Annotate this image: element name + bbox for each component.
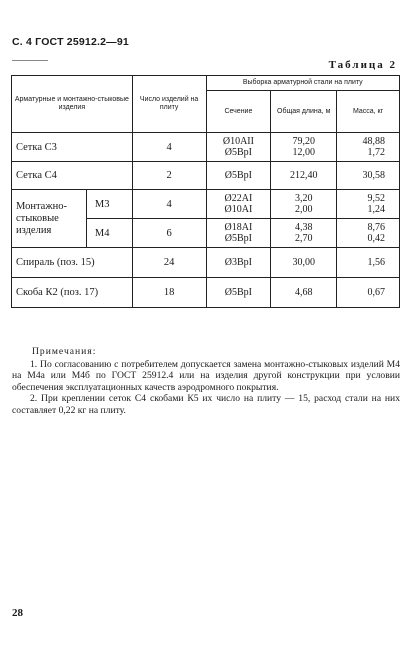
table-row [12,278,400,308]
item-lengths [271,133,337,162]
table-row [12,190,400,219]
item-count: 2 [132,162,206,190]
notes-title: Примечания: [32,346,97,357]
length-value: 2,70 [294,233,313,244]
section-value: Ø3BpI [206,248,271,278]
section-value: Ø22AI [224,193,253,204]
table-row [12,133,400,162]
item-sections [206,219,271,248]
item-sections [206,190,271,219]
item-name: Спираль (поз. 15) [12,248,133,278]
note-item: 1. По согласованию с потребителем допускается замена монтажно-стыковых изделий М4 на М4а или М4б по ГОСТ 25912.4 или на изделия другой конструкции при условии обеспечения эксплуатационных качеств аэродромного покрытия. [12,358,400,393]
mass-value: 8,76 [367,222,385,233]
item-lengths [271,190,337,219]
table-caption: Таблица 2 [328,59,397,71]
item-name: Скоба К2 (поз. 17) [12,278,133,308]
mass-value: 48,88 [362,136,385,147]
mass-value: 1,56 [337,248,400,278]
item-name: М4 [86,219,132,248]
length-value: 79,20 [292,136,315,147]
mass-value: 0,42 [367,233,385,244]
col-header-length: Общая длина, м [271,91,337,133]
item-masses [337,219,400,248]
mass-value: 1,24 [367,204,385,215]
group-name: Монтажно-стыковые изделия [12,190,87,248]
length-value: 3,20 [294,193,313,204]
item-count: 4 [132,190,206,219]
col-header-count: Число изделий на плиту [132,76,206,133]
page-header: С. 4 ГОСТ 25912.2—91 [12,36,129,48]
item-sections [206,133,271,162]
table-row [12,248,400,278]
section-value: Ø10AI [224,204,253,215]
col-header-group: Выборка арматурной стали на плиту [206,76,400,91]
item-count: 18 [132,278,206,308]
steel-table [11,75,400,308]
item-masses [337,190,400,219]
section-value: Ø18AI [224,222,253,233]
item-masses [337,133,400,162]
mass-value: 9,52 [367,193,385,204]
col-header-item: Арматурные и монтажно-стыковые изделия [12,76,133,133]
col-header-mass: Масса, кг [337,91,400,133]
col-header-section: Сечение [206,91,271,133]
length-value: 30,00 [271,248,337,278]
section-value: Ø5BpI [224,233,253,244]
item-count: 24 [132,248,206,278]
section-value: Ø5BpI [206,162,271,190]
header-rule [12,60,48,61]
notes-block [12,346,400,416]
section-value: Ø10AII [222,136,254,147]
item-name: Сетка С3 [12,133,133,162]
page-number: 28 [12,607,23,619]
length-value: 2,00 [294,204,313,215]
section-value: Ø5BpI [224,147,253,158]
note-item: 2. При креплении сеток С4 скобами К5 их число на плиту — 15, расход стали на них составляет 0,22 кг на плиту. [12,393,400,416]
length-value: 4,38 [294,222,313,233]
section-value: Ø5BpI [206,278,271,308]
item-count: 4 [132,133,206,162]
mass-value: 1,72 [367,147,385,158]
mass-value: 30,58 [337,162,400,190]
length-value: 212,40 [271,162,337,190]
mass-value: 0,67 [337,278,400,308]
item-lengths [271,219,337,248]
table-row [12,162,400,190]
item-name: Сетка С4 [12,162,133,190]
item-count: 6 [132,219,206,248]
length-value: 4,68 [271,278,337,308]
item-name: М3 [86,190,132,219]
length-value: 12,00 [292,147,315,158]
